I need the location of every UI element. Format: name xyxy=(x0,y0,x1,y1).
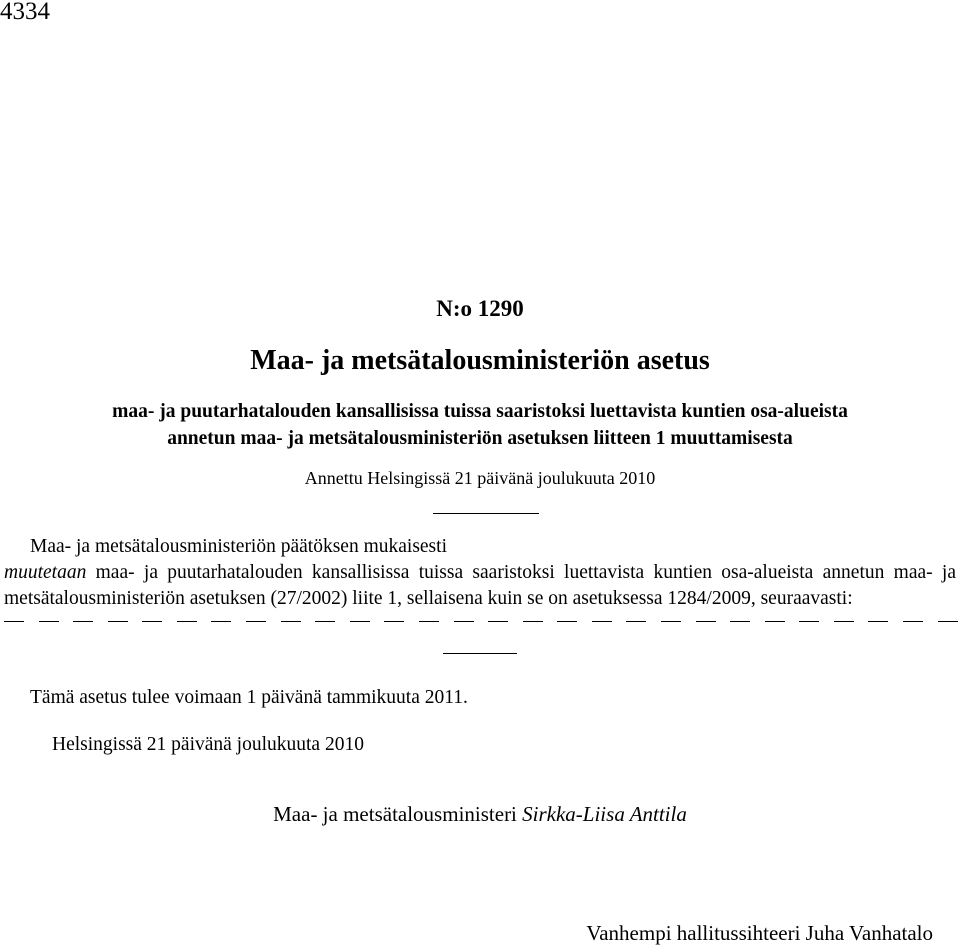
omission-dash xyxy=(868,621,888,622)
omission-dash xyxy=(626,621,646,622)
omission-dash xyxy=(315,621,335,622)
omission-dash xyxy=(246,621,266,622)
minister-title: Maa- ja metsätalousministeri xyxy=(273,802,523,826)
section-divider xyxy=(443,653,517,654)
secretary-signature: Vanhempi hallitussihteeri Juha Vanhatalo xyxy=(586,921,933,945)
omission-dash xyxy=(592,621,612,622)
omission-dash xyxy=(350,621,370,622)
subject-line: annetun maa- ja metsätalousministeriön asetuksen liitteen 1 muuttamisesta xyxy=(167,428,793,449)
omission-dash xyxy=(834,621,854,622)
omission-dash xyxy=(281,621,301,622)
omission-dash xyxy=(903,621,923,622)
place-date-line: Helsingissä 21 päivänä joulukuuta 2010 xyxy=(52,734,364,755)
omission-dash xyxy=(73,621,93,622)
amendment-text: maa- ja puutarhatalouden kansallisissa tuissa saaristoksi luettavista kuntien osa-alueista annetun maa- ja metsätalousministeriön asetuksen (27/2002) liite 1, sellaisena kuin se on asetuksessa 1284/2009, seuraavasti: xyxy=(4,562,956,609)
omission-dash xyxy=(454,621,474,622)
omission-dash xyxy=(557,621,577,622)
omission-dash xyxy=(696,621,716,622)
title-divider xyxy=(433,513,539,514)
omission-dash xyxy=(211,621,231,622)
minister-signature xyxy=(0,802,960,827)
issued-line: Annettu Helsingissä 21 päivänä joulukuuta 2010 xyxy=(304,468,656,488)
subject-line: maa- ja puutarhatalouden kansallisissa tuissa saaristoksi luettavista kuntien osa-alueista xyxy=(112,401,848,422)
omission-dash xyxy=(177,621,197,622)
omission-dash xyxy=(765,621,785,622)
amendment-paragraph xyxy=(4,560,956,612)
omission-dash-row xyxy=(4,621,958,623)
decree-subject xyxy=(0,398,960,452)
omission-dash xyxy=(108,621,128,622)
omission-dash xyxy=(523,621,543,622)
omission-dash xyxy=(938,621,958,622)
statute-number: N:o 1290 xyxy=(436,296,524,321)
omission-dash xyxy=(142,621,162,622)
omission-dash xyxy=(384,621,404,622)
omission-dash xyxy=(730,621,750,622)
decree-title: Maa- ja metsätalousministeriön asetus xyxy=(250,345,710,376)
preamble-paragraph: Maa- ja metsätalousministeriön päätöksen mukaisesti xyxy=(30,536,447,557)
amendment-verb: muutetaan xyxy=(4,562,87,583)
omission-dash xyxy=(661,621,681,622)
omission-dash xyxy=(799,621,819,622)
minister-name: Sirkka-Liisa Anttila xyxy=(522,802,687,826)
entry-into-force-line: Tämä asetus tulee voimaan 1 päivänä tammikuuta 2011. xyxy=(30,687,468,708)
omission-dash xyxy=(419,621,439,622)
omission-dash xyxy=(488,621,508,622)
omission-dash xyxy=(39,621,59,622)
page-number: 4334 xyxy=(0,0,50,25)
omission-dash xyxy=(4,621,24,622)
